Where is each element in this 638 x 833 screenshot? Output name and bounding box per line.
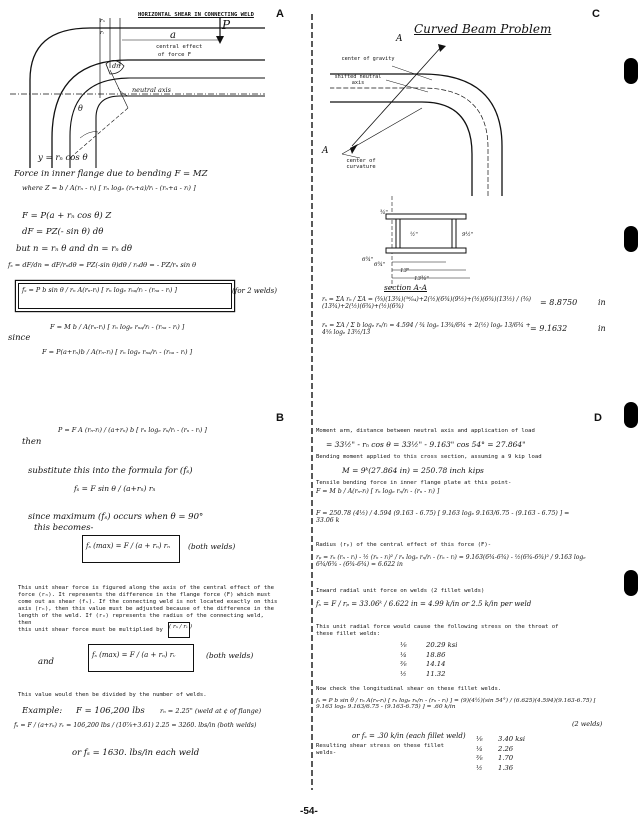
qb-para-line: length of the weld. If (rᵥ) represents the radius of the connecting weld, then [18,613,264,626]
qa-eq-y: y = rₙ cos θ [38,153,88,163]
qd-m-calc: M = 9ᵏ(27.864 in) = 250.78 inch kips [342,466,484,475]
qb-eq-fsmax-rv: fₛ (max) = F / (a + rₙ) rᵥ [92,651,176,659]
qc-eq-rn-unit: in [598,324,606,333]
qa-eq-F2: F = P(a+rₙ)b / A(rₙ-rᵢ) [ rₙ logₑ rₙₐ/rᵢ - (rₙₐ - rᵢ) ] [42,348,193,356]
qd-shear-size: ⅛ [476,735,483,743]
figure-label-central2: of force F [158,52,192,58]
qd-shear-row [476,764,525,774]
qd-check-longitudinal: Now check the longitudinal shear on these fillet welds. [316,686,502,692]
qc-section-label: section A-A [384,283,427,292]
qa-eq-z: where Z = b / A(rₙ - rᵢ) [ rₙ logₑ (rₙ+a)/rᵢ - (rₙ+a - rᵢ) ] [22,184,196,192]
page-number: -54- [300,806,318,817]
figure-label-a: a [170,30,176,41]
qa-eq-f: F = P(a + rₙ cos θ) Z [22,211,112,221]
qc-label-center-curvature: center of curvature [346,158,376,170]
figure-label-ri: rᵢ [100,30,104,36]
qc-dim-6: 13" [400,268,410,274]
qd-eq-F: F = M b / A(rₙ-rᵢ) [ rₙ logₑ rₙ/rᵢ - (rₙ - rᵢ) ] [316,488,440,495]
figure-label-rc: rₙ [100,18,105,24]
qa-eq-force: Force in inner flange due to bending F = MZ [14,169,208,179]
quadrant-label-d: D [594,412,602,424]
qb-substitute: substitute this into the formula for (fₛ) [28,466,193,476]
binder-hole [624,226,638,252]
qd-stress-line1: This unit radial force would cause the following stress on the throat of [316,624,559,630]
qd-radius: Radius (rₚ) of the central effect of this force (F)- [316,542,492,548]
qb-para-line: come out as shear (fₛ). If the connecting weld is not located exactly on this [18,599,278,605]
qb-eq-fsmax: fₛ (max) = F / (a + rₙ) rₙ [86,542,170,550]
qd-eq-rp: rₚ = rₙ (rₙ - rᵢ) - ½ (rₙ - rᵢ)² / rₙ logₑ rₙ/rᵢ - (rₙ - rᵢ) = 9.163(6¾-6¾) - ½(6¾-6¾)² / 9.163 logₑ 6¾/6¾ - (6¾-6¾) = 6.622 in [316,554,586,568]
qd-fillet-row [400,651,457,661]
qb-example-f: F = 106,200 lbs [76,706,145,716]
qd-fillet-row [400,641,457,651]
qa-eq-F1: F = M b / A(rₙ-rᵢ) [ rₙ logₑ rₙₐ/rᵢ - (rₙₐ - rᵢ) ] [50,323,185,331]
binder-hole [624,58,638,84]
qd-resulting-shear: Resulting shear stress on these fillet welds- [316,743,444,756]
qd-shear-value: 2.26 [498,744,514,753]
qb-example-label: Example: [22,706,63,716]
section-aa-figure [346,196,506,288]
qb-example-r: rₙ = 2.25" (weld at ¢ of flange) [160,707,262,715]
qc-eq-rn-value: = 9.1632 [530,324,568,333]
qd-fillet-table [400,641,457,679]
qd-shear-value: 1.70 [498,754,514,762]
qd-fillet-size: ⅛ [400,641,407,649]
qc-label-a-bottom: A [322,146,329,156]
qd-fillet-size: ¼ [400,650,407,659]
qd-moment-arm-calc: = 33½" - rₙ cos θ = 33½" - 9.163" cos 54° = 27.864" [326,440,526,449]
qd-fillet-row [400,660,457,670]
qc-label-center-gravity: center of gravity [341,56,395,62]
binder-hole [624,402,638,428]
qd-eq-F-num: F = 250.78 (4½) / 4.594 (9.163 - 6.75) [ 9.163 logₑ 9.163/6.75 - (9.163 - 6.75) ] = 33.06 k [316,510,570,524]
quadrant-a-title: HORIZONTAL SHEAR IN CONNECTING WELD [138,12,254,18]
quadrant-label-b: B [276,412,284,424]
qb-note-both-welds: (both welds) [188,542,236,551]
qd-fillet-size: ⅜ [400,660,407,668]
qd-shear-size: ¼ [476,744,483,753]
quadrant-label-a: A [276,8,284,20]
qd-fillet-value: 20.29 ksi [426,641,458,649]
qd-shear-row [476,735,525,745]
qb-paragraph [18,585,280,634]
quadrant-label-c: C [592,8,600,20]
qb-this-becomes: this becomes- [34,523,94,533]
figure-label-central: central effect [156,44,203,50]
qd-fillet-size: ½ [400,669,407,678]
qb-divide-note: This value would then be divided by the number of welds. [18,692,207,698]
qd-eq-fs-radial: fₛ = F / rₚ = 33.06ᵏ / 6.622 in = 4.99 k/in or 2.5 k/in per weld [316,600,532,608]
qc-eq-rc-value: = 8.8750 [540,298,578,307]
qa-eq-df: dF = PZ(- sin θ) dθ [22,227,104,237]
qa-note-two-welds: (for 2 welds) [232,287,277,295]
qa-eq-fs-boxed: fₛ = P b sin θ / rₙ A(rₙ-rᵢ) [ rₙ logₑ rₙₐ/rᵢ - (rₙₐ - rᵢ) ] [22,286,177,294]
qb-example-calc: fₛ = F / (a+rₙ) rᵥ = 106,200 lbs / (10⅞+3.61) 2.25 = 3260. lbs/in (both welds) [14,722,257,729]
qd-eq-fs-long: fₛ = P b sin θ / rₙ A(rₙ-rᵢ) [ rₙ logₑ rₙ/rᵢ - (rₙ - rᵢ) ] = (9)(4½)(sin 54°) / (6.625)(4.594)(9.163-6.75) [ 9.163 logₑ 9.163/6.75 - (9.163-6.75) ] = .60 k/in [316,698,596,710]
figure-label-theta: θ [78,104,83,113]
qb-para-line: This unit shear force is figured along the axis of the central effect of the [18,585,274,591]
qd-fillet-value: 11.32 [426,669,446,678]
qc-label-shifted-axis: shifted neutral axis [334,74,382,86]
qc-eq-rc-unit: in [598,298,606,307]
qd-fillet-value: 14.14 [426,660,446,668]
qd-shear-row [476,745,525,755]
qa-since: since [8,333,31,343]
qb-example-result: or fₛ = 1630. lbs/in each weld [72,748,200,758]
qb-eq-p: P = F A (rₙ-rᵢ) / (a+rₙ) b [ rₙ logₑ rₙ/rᵢ - (rₙ - rᵢ) ] [58,426,207,434]
qc-eq-rc: rₛ = ΣA rₙ / ΣA = (⅜)(13¾)(⁵⁶⁄₆₄)+2(½)(6¾)(9½)+(½)(6¾)(13½) / (⅜)(13¾)+2(½)(6¾)+(½)(6¾) [322,296,531,310]
qc-eq-rn: rₙ = ΣA / Σ b logₑ rₙ/rᵢ = 4.594 / ¾ logₑ 13¾/6¾ + 2(½) logₑ 13/6¾ + 4⅝ logₑ 13½/13 [322,322,531,336]
qb-multiplier: ( rₙ / rᵥ ) [169,624,193,630]
qb-eq-fs: fₛ = F sin θ / (a+rₙ) rₙ [74,484,156,493]
figure-label-neutral: neutral axis [132,86,171,94]
qd-shear-size: ⅜ [476,754,483,762]
qc-dim-7: 13¾" [414,276,429,282]
qd-fillet-value: 18.86 [426,650,446,659]
qb-para-line: axis (rₙ), then this value must be adjusted because of the difference in the [18,606,274,612]
qd-bending-moment: Bending moment applied to this cross section, assuming a 9 kip load [316,454,542,460]
qd-shear-value: 3.40 ksi [498,735,526,743]
qd-shear-table [476,735,525,773]
qc-dim-5: 6¾" [374,262,386,268]
qc-dim-1: ¾" [380,210,388,216]
binder-hole [624,570,638,596]
qd-fillet-row [400,670,457,680]
qa-eq-but: but n = rₙ θ and dn = rₙ dθ [16,244,132,254]
qd-each-weld: or fₛ = .30 k/in (each fillet weld) [352,732,466,740]
qd-shear-row [476,754,525,764]
qd-tensile: Tensile bending force in inner flange plate at this point- [316,480,512,486]
qa-eq-fs-derivation: fₛ = dF/dn = dF/rₙdθ = PZ(-sin θ)dθ / rₙdθ = - PZ/rₙ sin θ [8,261,197,269]
qd-inward-radial: Inward radial unit force on welds (2 fillet welds) [316,588,485,594]
figure-label-p: P [222,18,231,32]
qb-and: and [38,657,54,667]
qb-para-line: this unit shear force must be multiplied by [18,627,163,633]
qd-two-welds: (2 welds) [572,720,603,728]
qd-stress-line2: these fillet welds: [316,631,380,637]
figure-label-dn: dn [112,62,121,70]
qc-dim-4: 6¾" [362,257,374,263]
qd-shear-size: ½ [476,763,483,772]
qd-shear-value: 1.36 [498,763,514,772]
qb-then: then [22,437,42,447]
qc-dim-3: 9½" [462,232,474,238]
qc-title: Curved Beam Problem [414,22,552,36]
qb-note-both-welds-2: (both welds) [206,651,254,660]
qb-since-max: since maximum (fₛ) occurs when θ = 90° [28,512,204,522]
qd-moment-arm: Moment arm, distance between neutral axis and application of load [316,428,535,434]
qc-dim-2: ½" [410,232,418,238]
qc-label-a-top: A [396,34,403,44]
qb-para-line: force (rₙ). It represents the difference in the flange force (F) which must [18,592,271,598]
